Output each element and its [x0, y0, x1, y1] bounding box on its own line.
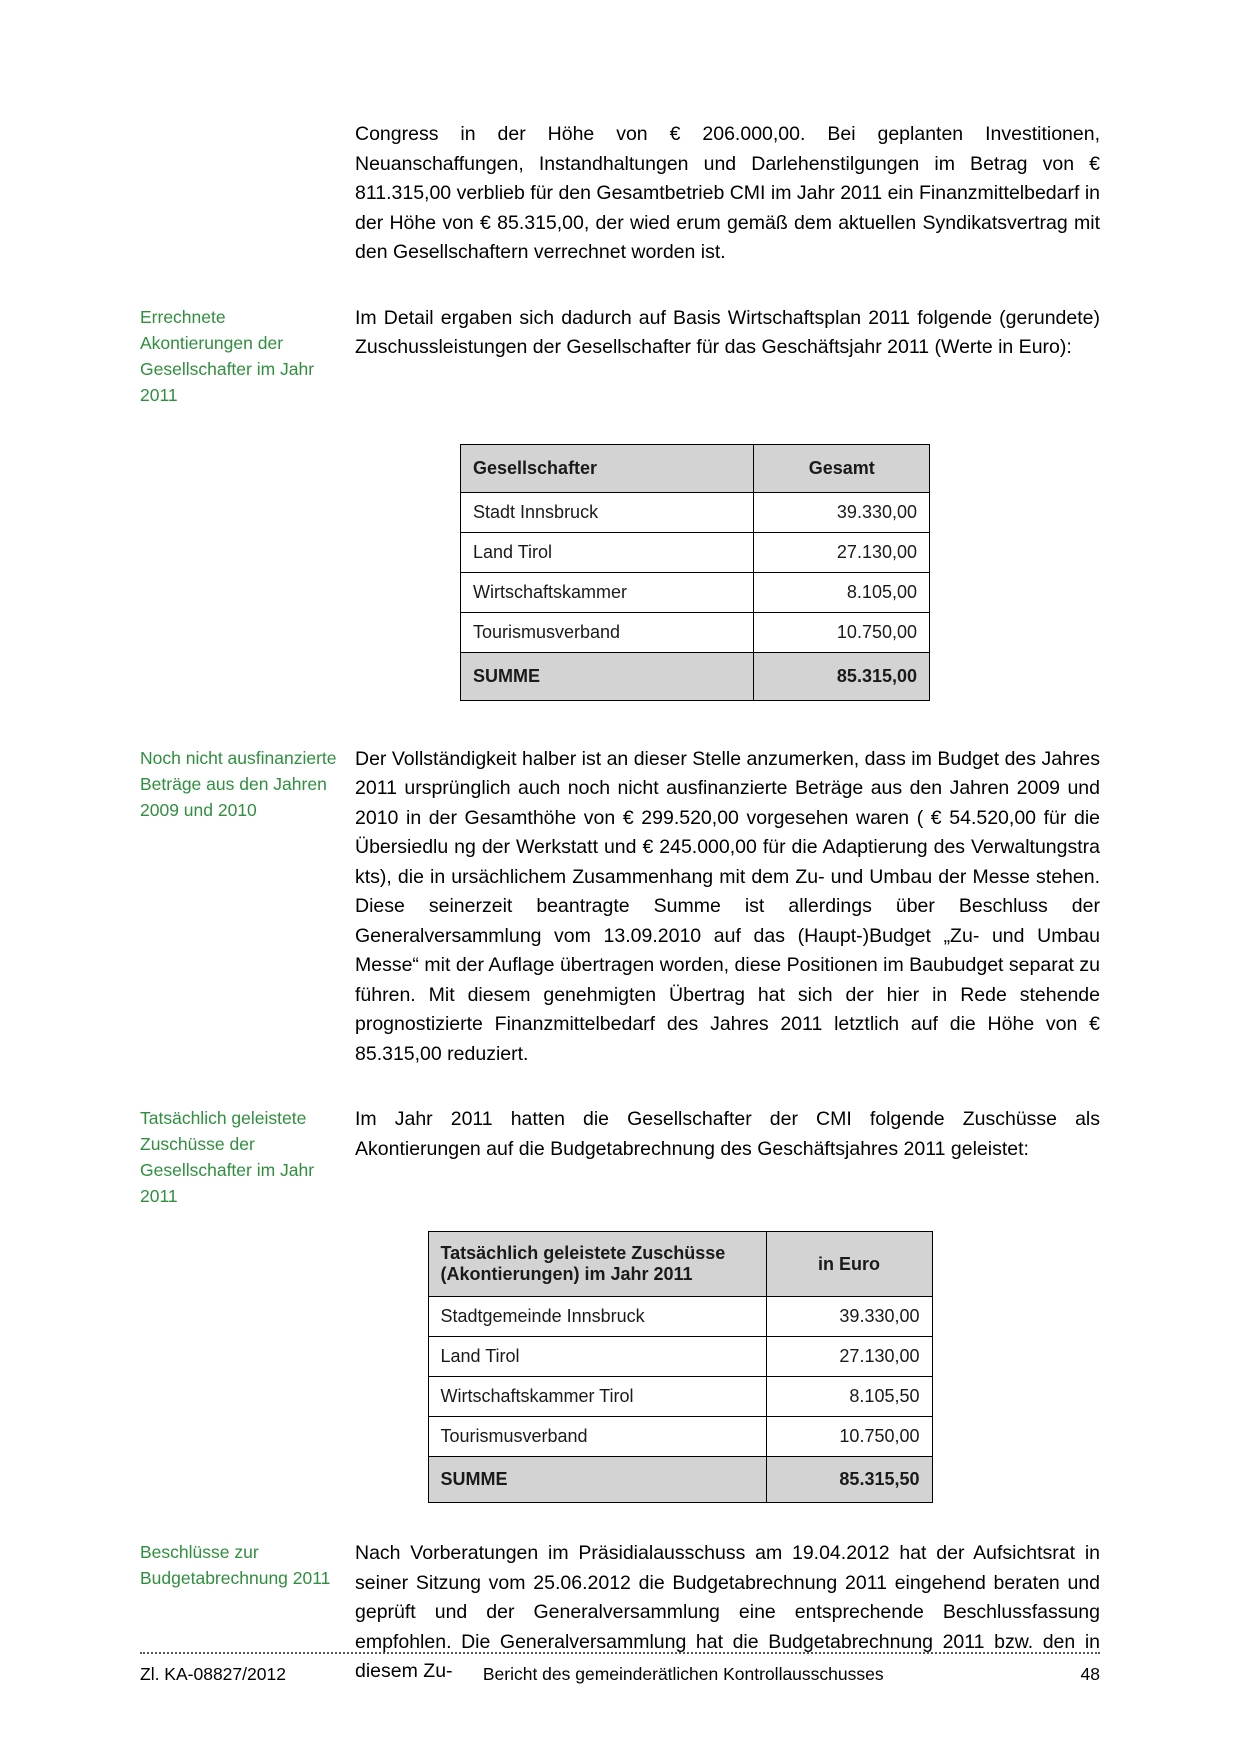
footer-reference: Zl. KA-08827/2012	[140, 1664, 286, 1684]
table-cell-value: 10.750,00	[754, 612, 930, 652]
table-row	[428, 1377, 932, 1417]
table-header-cell-gesamt: Gesamt	[754, 444, 930, 492]
spacer	[140, 408, 1100, 444]
spacer	[140, 1209, 1100, 1231]
body-text-tatsaechlich	[355, 1105, 1100, 1164]
margin-note-beschluesse: Beschlüsse zur Budgetabrechnung 2011	[140, 1542, 331, 1588]
margin-note-empty	[140, 120, 355, 121]
paragraph-beschluesse: Nach Vorberatungen im Präsidialausschuss am 19.04.2012 hat der Aufsichtsrat in seiner Sitzung vom 25.06.2012 die Budgetabrechnung 2011 eingehend beraten und geprüft und der Generalversammlung eine entsprechende Beschlussfassung empfohlen. Die Generalversammlung hat die Budgetabrechnung 2011 bzw. den in diesem Zu-	[355, 1542, 1100, 1682]
section-tatsaechlich-geleistet	[140, 1105, 1100, 1209]
table-total-value: 85.315,50	[766, 1457, 932, 1503]
footer-divider	[140, 1652, 1100, 1654]
table-cell-value: 8.105,50	[766, 1377, 932, 1417]
paragraph-noch-nicht: Der Vollständigkeit halber ist an dieser Stelle anzumerken, dass im Budget des Jahres 2011 ursprünglich auch noch nicht ausfinanzierte Beträge aus den Jahren 2009 und 2010 in der Gesamthöhe von € 299.520,00 vorgesehen waren ( € 54.520,00 für die Übersiedlu ng der Werkstatt und € 245.000,00 für die Adaptierung des Verwaltungstra kts), die in ursächlichem Zusammenhang mit dem Zu- und Umbau der Messe stehen. Diese seinerzeit beantragte Summe ist allerdings über Beschluss der Generalversammlung vom 13.09.2010 auf das (Haupt-)Budget „Zu- und Umbau Messe“ mit der Auflage übertragen worden, diese Positionen im Baubudget separat zu führen. Mit diesem genehmigten Übertrag hat sich der hier in Rede stehende prognostizierte Finanzmittelbedarf des Jahres 2011 letztlich auf die Höhe von € 85.315,00 reduziert.	[355, 747, 1100, 1065]
paragraph-detail: Im Detail ergaben sich dadurch auf Basis Wirtschaftsplan 2011 folgende (gerundete) Zuschussleistungen der Gesellschafter für das Geschäftsjahr 2011 (Werte in Euro):	[355, 306, 1100, 358]
table-header-cell-gesellschafter: Gesellschafter	[461, 444, 754, 492]
table-total-row	[428, 1457, 932, 1503]
table-cell-label: Land Tirol	[428, 1337, 766, 1377]
body-text-noch-nicht	[355, 745, 1100, 1070]
table-cell-value: 27.130,00	[754, 532, 930, 572]
footer-page-number: 48	[1080, 1664, 1100, 1684]
table-header-row	[428, 1232, 932, 1297]
table-row	[461, 532, 930, 572]
page-footer	[140, 1652, 1100, 1685]
table-row	[428, 1417, 932, 1457]
spacer	[140, 268, 1100, 304]
table-header-row	[461, 444, 930, 492]
table-cell-label: Land Tirol	[461, 532, 754, 572]
table-wrap-gesellschafter	[140, 444, 1100, 701]
table-row	[461, 612, 930, 652]
table-cell-label: Wirtschaftskammer	[461, 572, 754, 612]
table-cell-value: 27.130,00	[766, 1337, 932, 1377]
margin-note-noch-nicht: Noch nicht ausfinanzierte Beträge aus den Jahren 2009 und 2010	[140, 747, 337, 820]
table-header-cell-in-euro: in Euro	[766, 1232, 932, 1297]
table-total-label: SUMME	[461, 652, 754, 700]
table-gesellschafter-gesamt	[460, 444, 930, 701]
table-row	[461, 572, 930, 612]
table-cell-value: 10.750,00	[766, 1417, 932, 1457]
footer-row	[140, 1664, 1100, 1685]
table-cell-label: Tourismusverband	[461, 612, 754, 652]
table-row	[428, 1337, 932, 1377]
margin-note-tatsaechlich: Tatsächlich geleistete Zuschüsse der Gesellschafter im Jahr 2011	[140, 1108, 315, 1206]
footer-title: Bericht des gemeinderätlichen Kontrollausschusses	[482, 1664, 884, 1684]
table-cell-label: Tourismusverband	[428, 1417, 766, 1457]
table-cell-value: 8.105,00	[754, 572, 930, 612]
table-wrap-akontierungen	[140, 1231, 1100, 1503]
spacer	[140, 1503, 1100, 1539]
table-cell-label: Stadt Innsbruck	[461, 492, 754, 532]
spacer	[140, 1069, 1100, 1105]
table-cell-label: Stadtgemeinde Innsbruck	[428, 1297, 766, 1337]
margin-note-errechnete: Errechnete Akontierungen der Gesellschafter im Jahr 2011	[140, 306, 315, 405]
table-total-value: 85.315,00	[754, 652, 930, 700]
table-cell-value: 39.330,00	[766, 1297, 932, 1337]
table-tatsaechlich-geleistete-zuschuesse	[428, 1231, 933, 1503]
spacer	[140, 701, 1100, 745]
body-text-intro	[355, 120, 1100, 268]
table-cell-value: 39.330,00	[754, 492, 930, 532]
table-header-cell-zuschuesse: Tatsächlich geleistete Zuschüsse (Akontierungen) im Jahr 2011	[428, 1232, 766, 1297]
table-total-label: SUMME	[428, 1457, 766, 1503]
section-intro	[140, 120, 1100, 268]
table-row	[428, 1297, 932, 1337]
section-errechnete-akontierungen	[140, 304, 1100, 408]
table-cell-label: Wirtschaftskammer Tirol	[428, 1377, 766, 1417]
paragraph-intro: Congress in der Höhe von € 206.000,00. Bei geplanten Investitionen, Neuanschaffungen, Instandhaltungen und Darlehenstilgungen im Betrag von € 811.315,00 verblieb für den Gesamtbetrieb CMI im Jahr 2011 ein Finanzmittelbedarf in der Höhe von € 85.315,00, der wied erum gemäß dem aktuellen Syndikatsvertrag mit den Gesellschaftern verrechnet worden ist.	[355, 123, 1101, 263]
table-total-row	[461, 652, 930, 700]
section-noch-nicht-ausfinanziert	[140, 745, 1100, 1070]
body-text-detail	[355, 304, 1100, 363]
table-row	[461, 492, 930, 532]
paragraph-tatsaechlich: Im Jahr 2011 hatten die Gesellschafter der CMI folgende Zuschüsse als Akontierungen auf die Budgetabrechnung des Geschäftsjahres 2011 geleistet:	[355, 1108, 1100, 1160]
